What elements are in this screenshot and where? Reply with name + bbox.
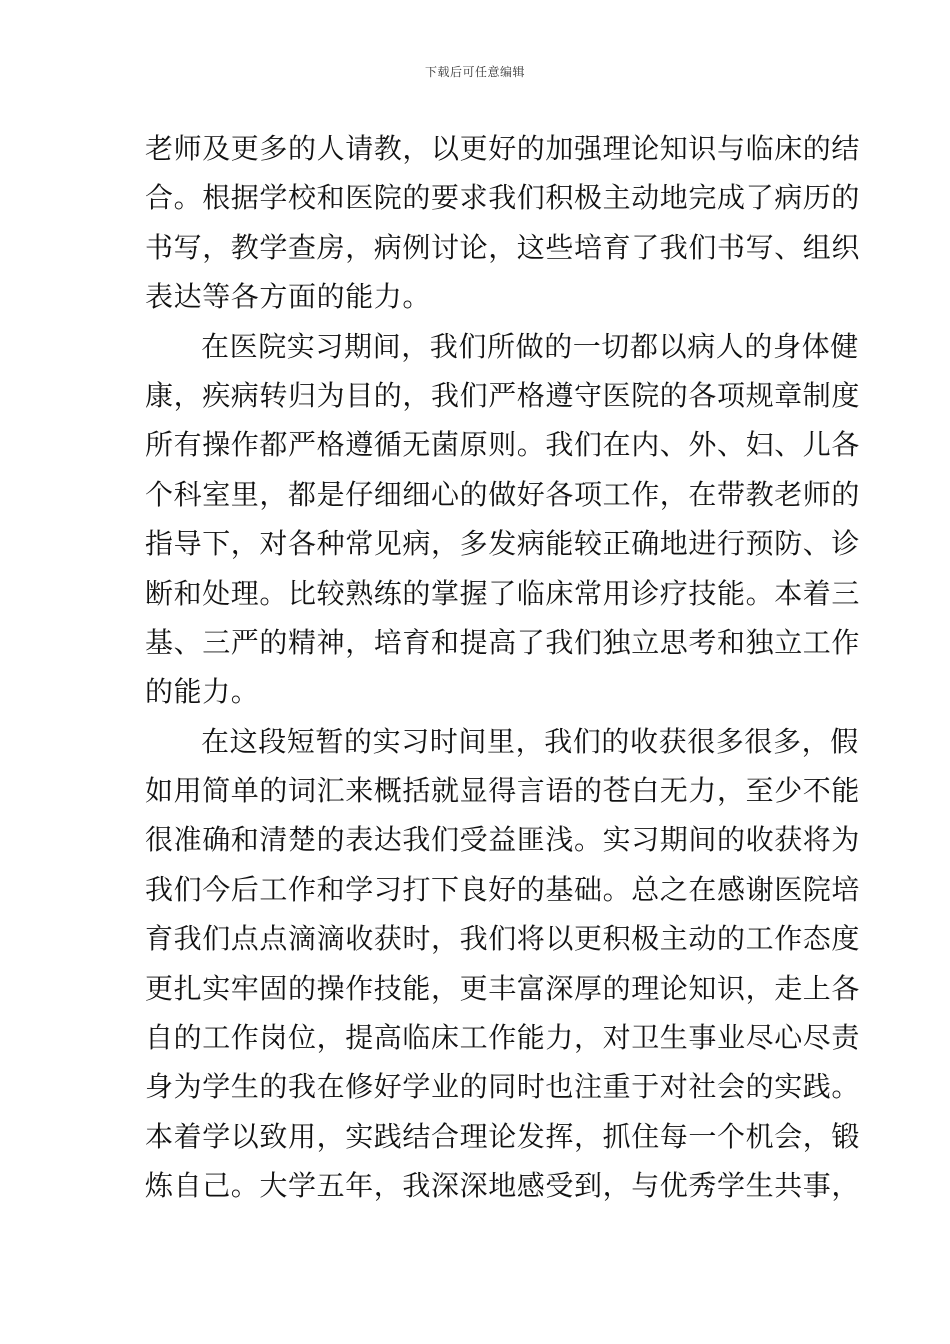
text-line: 的能力。: [145, 675, 260, 709]
text-line: 身为学生的我在修好学业的同时也注重于对社会的实践。: [145, 1070, 861, 1104]
text-line: 炼自己。大学五年，我深深地感受到，与优秀学生共事，: [145, 1169, 861, 1203]
text-line: 在这段短暂的实习时间里，我们的收获很多很多，假: [201, 724, 859, 758]
text-line: 表达等各方面的能力。: [145, 280, 432, 314]
text-line: 书写，教学查房，病例讨论，这些培育了我们书写、组织: [145, 230, 861, 264]
text-line: 老师及更多的人请教，以更好的加强理论知识与临床的结: [145, 132, 861, 165]
text-line: 自的工作岗位，提高临床工作能力，对卫生事业尽心尽责: [145, 1021, 861, 1055]
text-line: 很准确和清楚的表达我们受益匪浅。实习期间的收获将为: [145, 823, 861, 857]
text-line: 所有操作都严格遵循无菌原则。我们在内、外、妇、儿各: [145, 428, 861, 462]
text-line: 指导下，对各种常见病，多发病能较正确地进行预防、诊: [145, 527, 861, 561]
text-line: 个科室里，都是仔细细心的做好各项工作，在带教老师的: [145, 477, 861, 511]
text-line: 合。根据学校和医院的要求我们积极主动地完成了病历的: [145, 181, 861, 215]
text-line: 育我们点点滴滴收获时，我们将以更积极主动的工作态度: [145, 922, 861, 956]
text-line: 如用简单的词汇来概括就显得言语的苍白无力，至少不能: [145, 774, 861, 808]
text-line: 断和处理。比较熟练的掌握了临床常用诊疗技能。本着三: [145, 576, 861, 610]
text-line: 更扎实牢固的操作技能，更丰富深厚的理论知识，走上各: [145, 971, 861, 1005]
text-line: 本着学以致用，实践结合理论发挥，抓住每一个机会，锻: [145, 1119, 861, 1153]
text-line: 康，疾病转归为目的，我们严格遵守医院的各项规章制度: [145, 378, 861, 412]
text-line: 我们今后工作和学习打下良好的基础。总之在感谢医院培: [145, 872, 861, 906]
document-body: [145, 124, 861, 1211]
page-header: 下载后可任意编辑: [424, 65, 525, 79]
text-line: 基、三严的精神，培育和提高了我们独立思考和独立工作: [145, 625, 861, 659]
text-line: 在医院实习期间，我们所做的一切都以病人的身体健: [201, 329, 859, 363]
